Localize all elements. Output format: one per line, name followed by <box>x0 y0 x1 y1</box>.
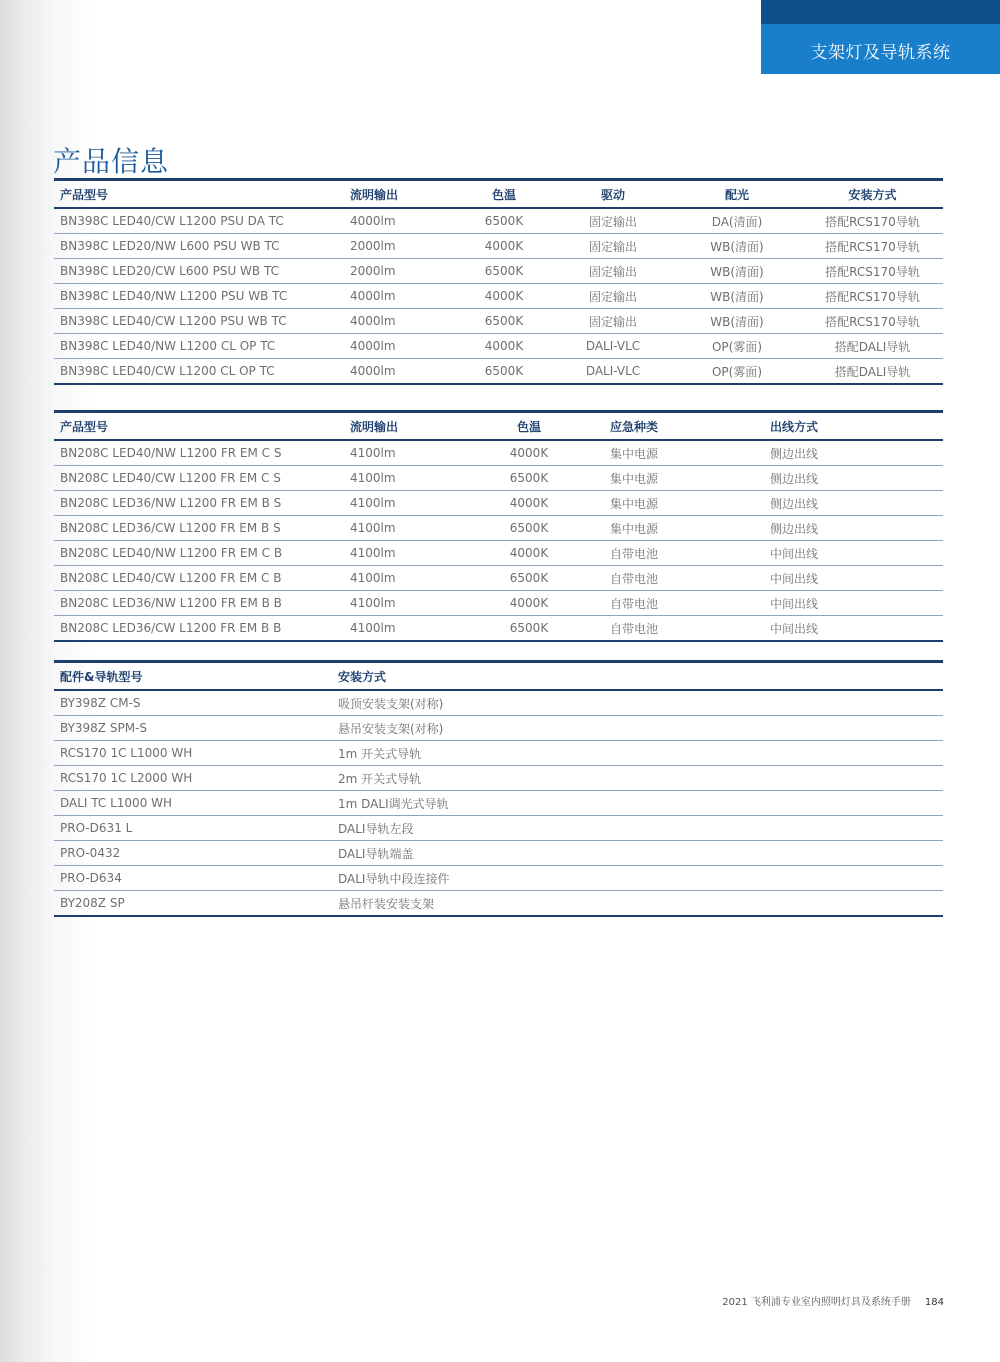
table-row <box>54 284 943 309</box>
table-cell: BN398C LED40/NW L1200 PSU WB TC <box>54 284 344 309</box>
table-cell: 搭配RCS170导轨 <box>802 208 943 234</box>
column-header: 应急种类 <box>604 412 764 441</box>
table-row <box>54 440 943 466</box>
table-cell: 4000K <box>454 440 604 466</box>
table-row <box>54 866 943 891</box>
table-cell: DALI导轨左段 <box>332 816 943 841</box>
product-table-bn208c <box>54 410 943 642</box>
table-cell: 4000K <box>454 234 554 259</box>
table-cell: 搭配RCS170导轨 <box>802 259 943 284</box>
table-cell: BN398C LED20/CW L600 PSU WB TC <box>54 259 344 284</box>
table-cell: 搭配RCS170导轨 <box>802 234 943 259</box>
table-row <box>54 359 943 385</box>
accessory-table <box>54 660 943 917</box>
table-cell: 6500K <box>454 208 554 234</box>
table-row <box>54 566 943 591</box>
table-cell: 中间出线 <box>764 541 943 566</box>
table-cell: 吸顶安装支架(对称) <box>332 690 943 716</box>
table-cell: 固定输出 <box>554 309 672 334</box>
table-cell: 悬吊杆装安装支架 <box>338 896 435 911</box>
table-cell: BN208C LED36/CW L1200 FR EM B B <box>60 621 282 635</box>
table-row <box>54 516 943 541</box>
table-cell: BN208C LED40/NW L1200 FR EM C B <box>54 541 344 566</box>
table-cell: BN398C LED40/NW L1200 CL OP TC <box>54 334 344 359</box>
column-header: 流明输出 <box>344 412 454 441</box>
column-header: 流明输出 <box>344 180 454 209</box>
table-cell: 悬吊安装支架(对称) <box>332 716 943 741</box>
table-row <box>54 234 943 259</box>
table-cell: BY208Z SP <box>60 896 125 910</box>
table-cell: BY398Z CM-S <box>54 690 332 716</box>
table-row <box>54 334 943 359</box>
table-cell: 4000K <box>454 334 554 359</box>
product-table-bn398c <box>54 178 943 385</box>
table-cell: 4000K <box>454 591 604 616</box>
column-header: 色温 <box>454 412 604 441</box>
table-cell: BN398C LED40/CW L1200 PSU WB TC <box>54 309 344 334</box>
table-row <box>54 616 943 642</box>
table-cell: 4100lm <box>344 466 454 491</box>
table-cell: BN208C LED36/NW L1200 FR EM B S <box>54 491 344 516</box>
table-cell: 固定输出 <box>554 234 672 259</box>
table-cell: 搭配RCS170导轨 <box>802 284 943 309</box>
table-cell: BN208C LED40/CW L1200 FR EM C B <box>54 566 344 591</box>
table-row <box>54 791 943 816</box>
table-cell: BN398C LED40/CW L1200 PSU DA TC <box>54 208 344 234</box>
table-cell: 2000lm <box>344 259 454 284</box>
table-row <box>54 466 943 491</box>
table-cell: 搭配RCS170导轨 <box>802 309 943 334</box>
section-header-tab <box>761 0 1000 74</box>
table-cell: 中间出线 <box>764 566 943 591</box>
table-cell: 6500K <box>454 516 604 541</box>
table-row <box>54 259 943 284</box>
table-cell: DA(清面) <box>672 208 802 234</box>
table-cell: WB(清面) <box>672 284 802 309</box>
table-cell: 4000K <box>454 541 604 566</box>
table-cell: 中间出线 <box>770 621 819 636</box>
table-cell: BN398C LED40/CW L1200 CL OP TC <box>60 364 275 378</box>
table-row <box>54 309 943 334</box>
table-row <box>54 841 943 866</box>
table-cell: PRO-0432 <box>54 841 332 866</box>
table-cell: BN208C LED36/CW L1200 FR EM B S <box>54 516 344 541</box>
table-header-row <box>54 180 943 209</box>
table-cell: BN398C LED20/NW L600 PSU WB TC <box>54 234 344 259</box>
table-row <box>54 766 943 791</box>
table-cell: DALI-VLC <box>554 334 672 359</box>
table-row <box>54 741 943 766</box>
table-cell: 4100lm <box>344 541 454 566</box>
table-cell: 自带电池 <box>610 621 659 636</box>
table-header-row <box>54 662 943 691</box>
table-cell: 4100lm <box>344 440 454 466</box>
table-cell: 4000K <box>454 284 554 309</box>
table-cell: 自带电池 <box>604 591 764 616</box>
table-cell: 4000lm <box>350 364 396 378</box>
table-cell: 2m 开关式导轨 <box>332 766 943 791</box>
table-cell: 固定输出 <box>554 208 672 234</box>
table-cell: RCS170 1C L1000 WH <box>54 741 332 766</box>
table-cell: DALI-VLC <box>585 364 641 378</box>
table-cell: 6500K <box>509 621 549 635</box>
table-cell: DALI导轨中段连接件 <box>332 866 943 891</box>
table-cell: 侧边出线 <box>764 491 943 516</box>
table-cell: PRO-D634 <box>54 866 332 891</box>
table-cell: 搭配DALI导轨 <box>834 364 911 379</box>
table-row <box>54 690 943 716</box>
table-cell: 6500K <box>454 566 604 591</box>
table-cell: 自带电池 <box>604 541 764 566</box>
table-cell: 固定输出 <box>554 284 672 309</box>
table-cell: 1m DALI调光式导轨 <box>332 791 943 816</box>
table-cell: 集中电源 <box>604 466 764 491</box>
column-header: 产品型号 <box>54 412 344 441</box>
table-cell: 6500K <box>454 259 554 284</box>
table-cell: 6500K <box>484 364 524 378</box>
table-cell: WB(清面) <box>672 234 802 259</box>
table-row <box>54 591 943 616</box>
table-cell: WB(清面) <box>672 259 802 284</box>
table-cell: 自带电池 <box>604 566 764 591</box>
table-cell: RCS170 1C L2000 WH <box>54 766 332 791</box>
page-number: 184 <box>924 1297 944 1308</box>
table-cell: BN208C LED40/CW L1200 FR EM C S <box>54 466 344 491</box>
page-footer <box>722 1293 944 1308</box>
column-header: 驱动 <box>554 180 672 209</box>
table-cell: WB(清面) <box>672 309 802 334</box>
table-cell: 中间出线 <box>764 591 943 616</box>
table-cell: 4000lm <box>344 208 454 234</box>
table-cell: 侧边出线 <box>764 440 943 466</box>
column-header: 产品型号 <box>54 180 344 209</box>
table-cell: BN208C LED40/NW L1200 FR EM C S <box>54 440 344 466</box>
table-cell: 集中电源 <box>604 516 764 541</box>
table-cell: OP(雾面) <box>711 364 763 379</box>
table-cell: 侧边出线 <box>764 516 943 541</box>
column-header: 色温 <box>454 180 554 209</box>
table-cell: 4000lm <box>344 309 454 334</box>
table-cell: 侧边出线 <box>764 466 943 491</box>
table-cell: 搭配DALI导轨 <box>802 334 943 359</box>
table-cell: 4000K <box>454 491 604 516</box>
table-cell: 1m 开关式导轨 <box>332 741 943 766</box>
table-cell: 6500K <box>454 309 554 334</box>
table-cell: 集中电源 <box>604 491 764 516</box>
table-row <box>54 891 943 917</box>
section-title: 支架灯及导轨系统 <box>810 43 951 63</box>
table-row <box>54 816 943 841</box>
column-header: 安装方式 <box>332 662 943 691</box>
table-row <box>54 491 943 516</box>
table-header-row <box>54 412 943 441</box>
table-cell: 4100lm <box>344 566 454 591</box>
table-cell: OP(雾面) <box>672 334 802 359</box>
table-row <box>54 541 943 566</box>
catalog-title: 2021 飞利浦专业室内照明灯具及系统手册 <box>722 1297 911 1308</box>
column-header: 配件&导轨型号 <box>54 662 332 691</box>
table-cell: 4000lm <box>344 334 454 359</box>
table-cell: 4100lm <box>344 591 454 616</box>
table-cell: DALI TC L1000 WH <box>54 791 332 816</box>
table-cell: 2000lm <box>344 234 454 259</box>
table-cell: BY398Z SPM-S <box>54 716 332 741</box>
column-header: 安装方式 <box>802 180 943 209</box>
table-cell: 4100lm <box>344 491 454 516</box>
table-cell: 4100lm <box>344 516 454 541</box>
table-cell: PRO-D631 L <box>54 816 332 841</box>
column-header: 配光 <box>672 180 802 209</box>
column-header: 出线方式 <box>764 412 943 441</box>
table-cell: 固定输出 <box>554 259 672 284</box>
table-row <box>54 208 943 234</box>
table-cell: BN208C LED36/NW L1200 FR EM B B <box>54 591 344 616</box>
table-cell: 6500K <box>454 466 604 491</box>
table-cell: 集中电源 <box>604 440 764 466</box>
table-cell: DALI导轨端盖 <box>332 841 943 866</box>
page-title: 产品信息 <box>53 145 170 178</box>
table-cell: 4100lm <box>350 621 396 635</box>
table-row <box>54 716 943 741</box>
table-cell: 4000lm <box>344 284 454 309</box>
